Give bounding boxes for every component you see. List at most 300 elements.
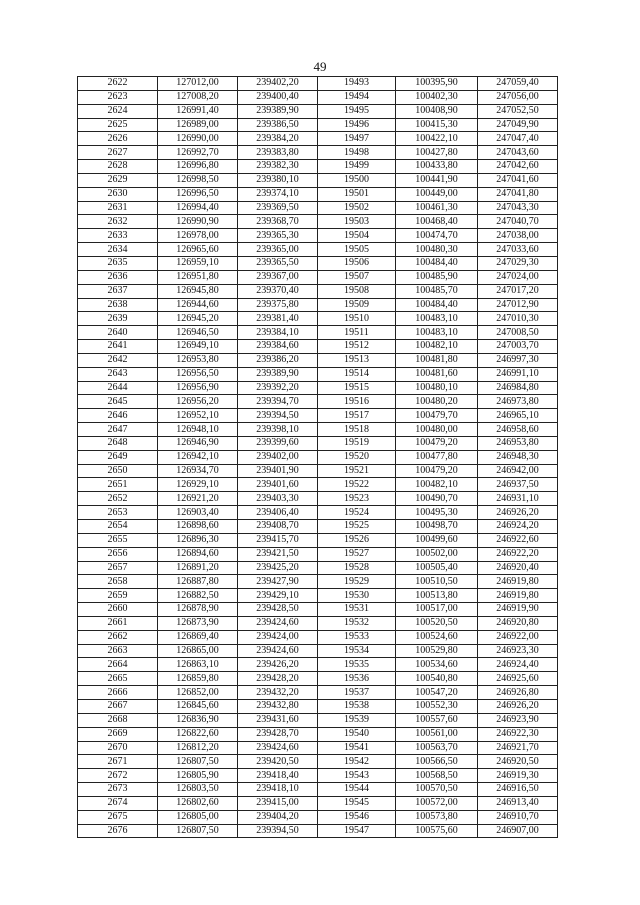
- point-number-cell: 19534: [318, 644, 396, 658]
- x-coordinate-cell: 100483,10: [396, 312, 478, 326]
- point-number-cell: 2652: [78, 492, 158, 506]
- table-row: [78, 699, 558, 713]
- point-number-cell: 2657: [78, 561, 158, 575]
- point-number-cell: 19525: [318, 520, 396, 534]
- point-number-cell: 2645: [78, 395, 158, 409]
- x-coordinate-cell: 100483,10: [396, 326, 478, 340]
- x-coordinate-cell: 100482,10: [396, 340, 478, 354]
- y-coordinate-cell: 239384,60: [238, 340, 318, 354]
- y-coordinate-cell: 239421,50: [238, 547, 318, 561]
- point-number-cell: 2634: [78, 243, 158, 257]
- table-row: [78, 547, 558, 561]
- point-number-cell: 19523: [318, 492, 396, 506]
- y-coordinate-cell: 246919,80: [478, 575, 558, 589]
- x-coordinate-cell: 100566,50: [396, 755, 478, 769]
- x-coordinate-cell: 100480,30: [396, 243, 478, 257]
- y-coordinate-cell: 247047,40: [478, 132, 558, 146]
- x-coordinate-cell: 100427,80: [396, 146, 478, 160]
- y-coordinate-cell: 239427,90: [238, 575, 318, 589]
- table-row: [78, 256, 558, 270]
- x-coordinate-cell: 126878,90: [158, 603, 238, 617]
- y-coordinate-cell: 239424,00: [238, 630, 318, 644]
- x-coordinate-cell: 126942,10: [158, 450, 238, 464]
- point-number-cell: 2623: [78, 90, 158, 104]
- point-number-cell: 2660: [78, 603, 158, 617]
- table-row: [78, 270, 558, 284]
- point-number-cell: 19506: [318, 256, 396, 270]
- y-coordinate-cell: 239403,30: [238, 492, 318, 506]
- y-coordinate-cell: 239418,10: [238, 783, 318, 797]
- y-coordinate-cell: 239432,80: [238, 699, 318, 713]
- point-number-cell: 19504: [318, 229, 396, 243]
- x-coordinate-cell: 126996,80: [158, 160, 238, 174]
- x-coordinate-cell: 126996,50: [158, 187, 238, 201]
- y-coordinate-cell: 247043,60: [478, 146, 558, 160]
- y-coordinate-cell: 247041,60: [478, 173, 558, 187]
- table-row: [78, 575, 558, 589]
- point-number-cell: 2661: [78, 616, 158, 630]
- point-number-cell: 19539: [318, 713, 396, 727]
- point-number-cell: 2658: [78, 575, 158, 589]
- table-row: [78, 755, 558, 769]
- x-coordinate-cell: 126845,60: [158, 699, 238, 713]
- x-coordinate-cell: 126852,00: [158, 686, 238, 700]
- y-coordinate-cell: 239369,50: [238, 201, 318, 215]
- point-number-cell: 19514: [318, 367, 396, 381]
- x-coordinate-cell: 126805,00: [158, 810, 238, 824]
- x-coordinate-cell: 100529,80: [396, 644, 478, 658]
- y-coordinate-cell: 239389,90: [238, 367, 318, 381]
- point-number-cell: 19498: [318, 146, 396, 160]
- x-coordinate-cell: 126953,80: [158, 353, 238, 367]
- table-row: [78, 423, 558, 437]
- x-coordinate-cell: 126865,00: [158, 644, 238, 658]
- y-coordinate-cell: 246920,80: [478, 616, 558, 630]
- point-number-cell: 19495: [318, 104, 396, 118]
- x-coordinate-cell: 100505,40: [396, 561, 478, 575]
- point-number-cell: 19511: [318, 326, 396, 340]
- point-number-cell: 19497: [318, 132, 396, 146]
- point-number-cell: 2647: [78, 423, 158, 437]
- point-number-cell: 19538: [318, 699, 396, 713]
- y-coordinate-cell: 239386,20: [238, 353, 318, 367]
- y-coordinate-cell: 247024,00: [478, 270, 558, 284]
- point-number-cell: 19496: [318, 118, 396, 132]
- y-coordinate-cell: 246907,00: [478, 824, 558, 838]
- y-coordinate-cell: 247043,30: [478, 201, 558, 215]
- table-row: [78, 589, 558, 603]
- x-coordinate-cell: 126994,40: [158, 201, 238, 215]
- point-number-cell: 2670: [78, 741, 158, 755]
- point-number-cell: 2671: [78, 755, 158, 769]
- point-number-cell: 2627: [78, 146, 158, 160]
- y-coordinate-cell: 239400,40: [238, 90, 318, 104]
- point-number-cell: 19533: [318, 630, 396, 644]
- y-coordinate-cell: 239384,10: [238, 326, 318, 340]
- table-row: [78, 132, 558, 146]
- x-coordinate-cell: 126812,20: [158, 741, 238, 755]
- y-coordinate-cell: 247041,80: [478, 187, 558, 201]
- y-coordinate-cell: 239394,50: [238, 824, 318, 838]
- y-coordinate-cell: 239383,80: [238, 146, 318, 160]
- y-coordinate-cell: 239374,10: [238, 187, 318, 201]
- table-row: [78, 409, 558, 423]
- table-row: [78, 340, 558, 354]
- y-coordinate-cell: 239380,10: [238, 173, 318, 187]
- y-coordinate-cell: 239431,60: [238, 713, 318, 727]
- x-coordinate-cell: 100449,00: [396, 187, 478, 201]
- x-coordinate-cell: 100480,00: [396, 423, 478, 437]
- point-number-cell: 19508: [318, 284, 396, 298]
- x-coordinate-cell: 126869,40: [158, 630, 238, 644]
- x-coordinate-cell: 126807,50: [158, 824, 238, 838]
- y-coordinate-cell: 239424,60: [238, 644, 318, 658]
- y-coordinate-cell: 247012,90: [478, 298, 558, 312]
- x-coordinate-cell: 100563,70: [396, 741, 478, 755]
- point-number-cell: 19505: [318, 243, 396, 257]
- y-coordinate-cell: 246920,40: [478, 561, 558, 575]
- point-number-cell: 2673: [78, 783, 158, 797]
- point-number-cell: 19524: [318, 506, 396, 520]
- point-number-cell: 19503: [318, 215, 396, 229]
- table-row: [78, 769, 558, 783]
- x-coordinate-cell: 126965,60: [158, 243, 238, 257]
- point-number-cell: 19540: [318, 727, 396, 741]
- y-coordinate-cell: 246922,60: [478, 533, 558, 547]
- x-coordinate-cell: 100517,00: [396, 603, 478, 617]
- x-coordinate-cell: 126948,10: [158, 423, 238, 437]
- point-number-cell: 2651: [78, 478, 158, 492]
- y-coordinate-cell: 246953,80: [478, 436, 558, 450]
- y-coordinate-cell: 239402,00: [238, 450, 318, 464]
- y-coordinate-cell: 246916,50: [478, 783, 558, 797]
- y-coordinate-cell: 239367,00: [238, 270, 318, 284]
- x-coordinate-cell: 100468,40: [396, 215, 478, 229]
- x-coordinate-cell: 126952,10: [158, 409, 238, 423]
- table-row: [78, 146, 558, 160]
- point-number-cell: 19542: [318, 755, 396, 769]
- x-coordinate-cell: 100502,00: [396, 547, 478, 561]
- point-number-cell: 2643: [78, 367, 158, 381]
- x-coordinate-cell: 126946,50: [158, 326, 238, 340]
- point-number-cell: 19531: [318, 603, 396, 617]
- table-row: [78, 658, 558, 672]
- x-coordinate-cell: 100461,30: [396, 201, 478, 215]
- table-row: [78, 520, 558, 534]
- y-coordinate-cell: 239404,20: [238, 810, 318, 824]
- x-coordinate-cell: 100570,50: [396, 783, 478, 797]
- point-number-cell: 2662: [78, 630, 158, 644]
- point-number-cell: 19532: [318, 616, 396, 630]
- point-number-cell: 2642: [78, 353, 158, 367]
- x-coordinate-cell: 100490,70: [396, 492, 478, 506]
- point-number-cell: 19494: [318, 90, 396, 104]
- x-coordinate-cell: 127012,00: [158, 77, 238, 91]
- table-row: [78, 644, 558, 658]
- table-row: [78, 118, 558, 132]
- point-number-cell: 2665: [78, 672, 158, 686]
- point-number-cell: 2625: [78, 118, 158, 132]
- x-coordinate-cell: 126991,40: [158, 104, 238, 118]
- table-row: [78, 90, 558, 104]
- point-number-cell: 2639: [78, 312, 158, 326]
- y-coordinate-cell: 239382,30: [238, 160, 318, 174]
- x-coordinate-cell: 100474,70: [396, 229, 478, 243]
- y-coordinate-cell: 247059,40: [478, 77, 558, 91]
- x-coordinate-cell: 126956,50: [158, 367, 238, 381]
- point-number-cell: 19507: [318, 270, 396, 284]
- y-coordinate-cell: 246913,40: [478, 796, 558, 810]
- point-number-cell: 2650: [78, 464, 158, 478]
- table-row: [78, 395, 558, 409]
- point-number-cell: 19517: [318, 409, 396, 423]
- point-number-cell: 2668: [78, 713, 158, 727]
- y-coordinate-cell: 239381,40: [238, 312, 318, 326]
- x-coordinate-cell: 127008,20: [158, 90, 238, 104]
- table-row: [78, 603, 558, 617]
- x-coordinate-cell: 126802,60: [158, 796, 238, 810]
- x-coordinate-cell: 126882,50: [158, 589, 238, 603]
- y-coordinate-cell: 239375,80: [238, 298, 318, 312]
- y-coordinate-cell: 247042,60: [478, 160, 558, 174]
- y-coordinate-cell: 246910,70: [478, 810, 558, 824]
- y-coordinate-cell: 246922,30: [478, 727, 558, 741]
- y-coordinate-cell: 246922,20: [478, 547, 558, 561]
- point-number-cell: 19528: [318, 561, 396, 575]
- table-row: [78, 160, 558, 174]
- table-row: [78, 229, 558, 243]
- point-number-cell: 2655: [78, 533, 158, 547]
- point-number-cell: 19547: [318, 824, 396, 838]
- table-row: [78, 284, 558, 298]
- x-coordinate-cell: 100513,80: [396, 589, 478, 603]
- point-number-cell: 2653: [78, 506, 158, 520]
- y-coordinate-cell: 247040,70: [478, 215, 558, 229]
- point-number-cell: 2649: [78, 450, 158, 464]
- x-coordinate-cell: 126803,50: [158, 783, 238, 797]
- x-coordinate-cell: 100479,20: [396, 436, 478, 450]
- y-coordinate-cell: 239370,40: [238, 284, 318, 298]
- point-number-cell: 19518: [318, 423, 396, 437]
- y-coordinate-cell: 239402,20: [238, 77, 318, 91]
- table-row: [78, 533, 558, 547]
- point-number-cell: 19493: [318, 77, 396, 91]
- x-coordinate-cell: 126891,20: [158, 561, 238, 575]
- table-row: [78, 492, 558, 506]
- x-coordinate-cell: 100481,80: [396, 353, 478, 367]
- x-coordinate-cell: 100572,00: [396, 796, 478, 810]
- x-coordinate-cell: 126956,20: [158, 395, 238, 409]
- table-row: [78, 173, 558, 187]
- y-coordinate-cell: 246965,10: [478, 409, 558, 423]
- y-coordinate-cell: 247033,60: [478, 243, 558, 257]
- x-coordinate-cell: 126887,80: [158, 575, 238, 589]
- x-coordinate-cell: 100510,50: [396, 575, 478, 589]
- y-coordinate-cell: 247008,50: [478, 326, 558, 340]
- table-row: [78, 506, 558, 520]
- y-coordinate-cell: 247038,00: [478, 229, 558, 243]
- table-row: [78, 478, 558, 492]
- page-number: 49: [313, 59, 327, 74]
- y-coordinate-cell: 239415,70: [238, 533, 318, 547]
- x-coordinate-cell: 100499,60: [396, 533, 478, 547]
- table-row: [78, 686, 558, 700]
- point-number-cell: 2644: [78, 381, 158, 395]
- table-row: [78, 187, 558, 201]
- x-coordinate-cell: 100479,20: [396, 464, 478, 478]
- y-coordinate-cell: 246931,10: [478, 492, 558, 506]
- y-coordinate-cell: 246925,60: [478, 672, 558, 686]
- point-number-cell: 2641: [78, 340, 158, 354]
- point-number-cell: 19521: [318, 464, 396, 478]
- y-coordinate-cell: 239429,10: [238, 589, 318, 603]
- point-number-cell: 19515: [318, 381, 396, 395]
- point-number-cell: 2676: [78, 824, 158, 838]
- point-number-cell: 19527: [318, 547, 396, 561]
- x-coordinate-cell: 100477,80: [396, 450, 478, 464]
- table-row: [78, 796, 558, 810]
- point-number-cell: 2675: [78, 810, 158, 824]
- point-number-cell: 2637: [78, 284, 158, 298]
- x-coordinate-cell: 100482,10: [396, 478, 478, 492]
- table-row: [78, 450, 558, 464]
- x-coordinate-cell: 100479,70: [396, 409, 478, 423]
- x-coordinate-cell: 126945,20: [158, 312, 238, 326]
- x-coordinate-cell: 126946,90: [158, 436, 238, 450]
- x-coordinate-cell: 126992,70: [158, 146, 238, 160]
- point-number-cell: 2622: [78, 77, 158, 91]
- point-number-cell: 19510: [318, 312, 396, 326]
- point-number-cell: 19522: [318, 478, 396, 492]
- x-coordinate-cell: 100520,50: [396, 616, 478, 630]
- table-row: [78, 824, 558, 838]
- table-row: [78, 713, 558, 727]
- y-coordinate-cell: 239401,90: [238, 464, 318, 478]
- table-row: [78, 741, 558, 755]
- y-coordinate-cell: 239394,70: [238, 395, 318, 409]
- point-number-cell: 19530: [318, 589, 396, 603]
- y-coordinate-cell: 239425,20: [238, 561, 318, 575]
- x-coordinate-cell: 126903,40: [158, 506, 238, 520]
- y-coordinate-cell: 246997,30: [478, 353, 558, 367]
- y-coordinate-cell: 247056,00: [478, 90, 558, 104]
- point-number-cell: 2624: [78, 104, 158, 118]
- x-coordinate-cell: 100534,60: [396, 658, 478, 672]
- y-coordinate-cell: 239365,00: [238, 243, 318, 257]
- point-number-cell: 2638: [78, 298, 158, 312]
- x-coordinate-cell: 100408,90: [396, 104, 478, 118]
- y-coordinate-cell: 239420,50: [238, 755, 318, 769]
- point-number-cell: 2629: [78, 173, 158, 187]
- table-row: [78, 561, 558, 575]
- y-coordinate-cell: 246919,30: [478, 769, 558, 783]
- y-coordinate-cell: 239428,70: [238, 727, 318, 741]
- table-row: [78, 436, 558, 450]
- point-number-cell: 19529: [318, 575, 396, 589]
- x-coordinate-cell: 126998,50: [158, 173, 238, 187]
- x-coordinate-cell: 100402,30: [396, 90, 478, 104]
- y-coordinate-cell: 246924,40: [478, 658, 558, 672]
- x-coordinate-cell: 126836,90: [158, 713, 238, 727]
- y-coordinate-cell: 246984,80: [478, 381, 558, 395]
- y-coordinate-cell: 247010,30: [478, 312, 558, 326]
- y-coordinate-cell: 246920,50: [478, 755, 558, 769]
- point-number-cell: 2628: [78, 160, 158, 174]
- point-number-cell: 19516: [318, 395, 396, 409]
- point-number-cell: 19499: [318, 160, 396, 174]
- x-coordinate-cell: 126898,60: [158, 520, 238, 534]
- point-number-cell: 2630: [78, 187, 158, 201]
- y-coordinate-cell: 246926,20: [478, 506, 558, 520]
- table-row: [78, 810, 558, 824]
- x-coordinate-cell: 100540,80: [396, 672, 478, 686]
- point-number-cell: 19545: [318, 796, 396, 810]
- y-coordinate-cell: 246942,00: [478, 464, 558, 478]
- y-coordinate-cell: 247049,90: [478, 118, 558, 132]
- x-coordinate-cell: 126896,30: [158, 533, 238, 547]
- point-number-cell: 2656: [78, 547, 158, 561]
- x-coordinate-cell: 100485,90: [396, 270, 478, 284]
- y-coordinate-cell: 247003,70: [478, 340, 558, 354]
- point-number-cell: 2646: [78, 409, 158, 423]
- x-coordinate-cell: 126873,90: [158, 616, 238, 630]
- x-coordinate-cell: 100495,30: [396, 506, 478, 520]
- point-number-cell: 2667: [78, 699, 158, 713]
- x-coordinate-cell: 126894,60: [158, 547, 238, 561]
- x-coordinate-cell: 126956,90: [158, 381, 238, 395]
- x-coordinate-cell: 100481,60: [396, 367, 478, 381]
- point-number-cell: 19537: [318, 686, 396, 700]
- point-number-cell: 19520: [318, 450, 396, 464]
- x-coordinate-cell: 100484,40: [396, 298, 478, 312]
- point-number-cell: 2640: [78, 326, 158, 340]
- y-coordinate-cell: 247052,50: [478, 104, 558, 118]
- x-coordinate-cell: 100552,30: [396, 699, 478, 713]
- point-number-cell: 2669: [78, 727, 158, 741]
- point-number-cell: 2648: [78, 436, 158, 450]
- table-row: [78, 298, 558, 312]
- y-coordinate-cell: 247029,30: [478, 256, 558, 270]
- point-number-cell: 2672: [78, 769, 158, 783]
- x-coordinate-cell: 100433,80: [396, 160, 478, 174]
- x-coordinate-cell: 100395,90: [396, 77, 478, 91]
- table-row: [78, 630, 558, 644]
- y-coordinate-cell: 247017,20: [478, 284, 558, 298]
- x-coordinate-cell: 126949,10: [158, 340, 238, 354]
- table-row: [78, 367, 558, 381]
- y-coordinate-cell: 246923,90: [478, 713, 558, 727]
- table-row: [78, 215, 558, 229]
- y-coordinate-cell: 239408,70: [238, 520, 318, 534]
- point-number-cell: 2626: [78, 132, 158, 146]
- point-number-cell: 19509: [318, 298, 396, 312]
- y-coordinate-cell: 239424,60: [238, 741, 318, 755]
- y-coordinate-cell: 239398,10: [238, 423, 318, 437]
- x-coordinate-cell: 126945,80: [158, 284, 238, 298]
- y-coordinate-cell: 239365,50: [238, 256, 318, 270]
- table-row: [78, 243, 558, 257]
- y-coordinate-cell: 239432,20: [238, 686, 318, 700]
- y-coordinate-cell: 239386,50: [238, 118, 318, 132]
- y-coordinate-cell: 239415,00: [238, 796, 318, 810]
- point-number-cell: 2659: [78, 589, 158, 603]
- table-row: [78, 104, 558, 118]
- y-coordinate-cell: 239392,20: [238, 381, 318, 395]
- point-number-cell: 2674: [78, 796, 158, 810]
- y-coordinate-cell: 246923,30: [478, 644, 558, 658]
- point-number-cell: 2632: [78, 215, 158, 229]
- y-coordinate-cell: 239368,70: [238, 215, 318, 229]
